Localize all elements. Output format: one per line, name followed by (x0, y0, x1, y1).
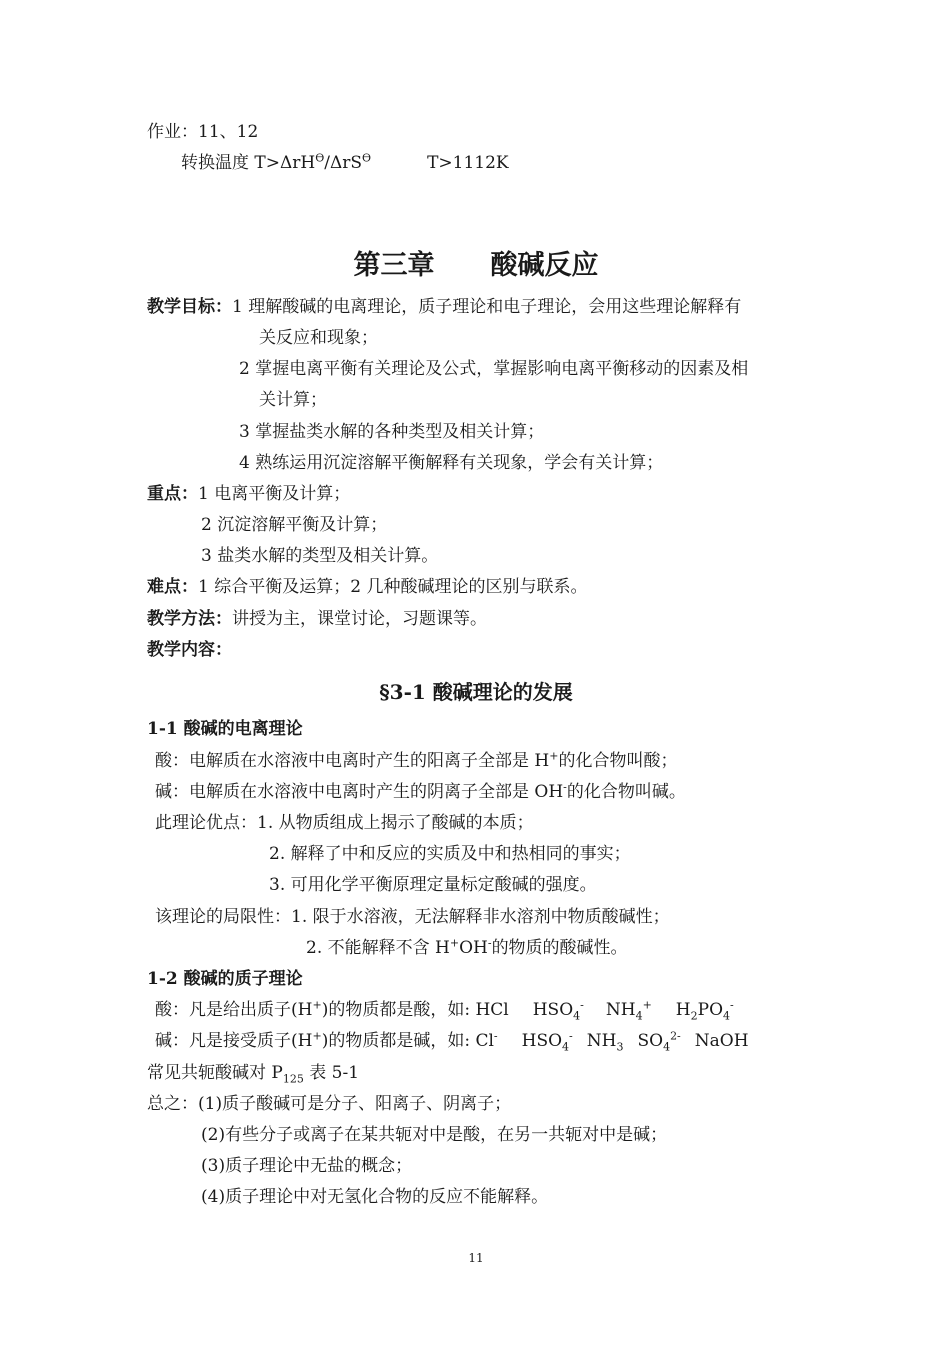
acid-example-h2po4: $H_2PO_4^-$ (675, 998, 734, 1023)
acid-example-hso4: $HSO_4^-$ (532, 998, 584, 1023)
summary-line-1: 总之：(1)质子酸碱可是分子、阳离子、阴离子； (147, 1094, 512, 1114)
advantages-line-3: 3. 可用化学平衡原理定量标定酸碱的强度。 (269, 875, 597, 895)
chapter-title: 第三章 酸碱反应 (353, 250, 599, 281)
objectives-line-1: 教学目标：1 理解酸碱的电离理论，质子理论和电子理论，会用这些理论解释有 (147, 297, 742, 317)
acid-example-nh4: $NH_4^+$ (605, 998, 652, 1023)
summary-line-4: (4)质子理论中对无氢化合物的反应不能解释。 (201, 1187, 549, 1207)
key-points-line-1: 重点：1 电离平衡及计算； (147, 484, 351, 504)
key-points-line-3: 3 盐类水解的类型及相关计算。 (201, 546, 439, 566)
conjugate-pairs-line: 常见共轭酸碱对 $P_{125}$ 表 5-1 (147, 1063, 360, 1086)
ionization-acid-line: 酸：电解质在水溶液中电离时产生的阳离子全部是 H+的化合物叫酸； (155, 749, 678, 771)
difficulties-line: 难点：1 综合平衡及运算；2 几种酸碱理论的区别与联系。 (147, 577, 588, 597)
limitations-line-1: 该理论的局限性：1. 限于水溶液，无法解释非水溶剂中物质酸碱性； (155, 907, 670, 927)
conversion-result: T>1112K (427, 153, 509, 173)
base-example-hso4: $HSO_4^-$ (521, 1029, 573, 1054)
base-example-nh3: $NH_3$ (586, 1031, 624, 1054)
base-example-so4: $SO_4^{2-}$ (637, 1029, 681, 1054)
objectives-line-5: 3 掌握盐类水解的各种类型及相关计算； (239, 422, 545, 442)
section-title: §3-1 酸碱理论的发展 (379, 680, 573, 704)
proton-acid-line: 酸：凡是给出质子(H+)的物质都是酸，如: HCl $HSO_4^-$ $NH_4^+$ $H_2PO_4^-$ (155, 998, 734, 1023)
objectives-label: 教学目标： (147, 297, 232, 317)
objectives-line-3: 2 掌握电离平衡有关理论及公式，掌握影响电离平衡移动的因素及相 (239, 359, 749, 379)
content-label: 教学内容： (147, 640, 232, 660)
key-points-line-2: 2 沉淀溶解平衡及计算； (201, 515, 388, 535)
difficulties-label: 难点： (147, 577, 198, 597)
methods-label: 教学方法： (147, 609, 232, 629)
summary-line-3: (3)质子理论中无盐的概念； (201, 1156, 413, 1176)
objectives-line-2: 关反应和现象； (259, 328, 378, 348)
methods-line: 教学方法：讲授为主，课堂讨论，习题课等。 (147, 609, 487, 629)
advantages-line-2: 2. 解释了中和反应的实质及中和热相同的事实； (269, 844, 631, 864)
page-number: 11 (468, 1251, 484, 1265)
objectives-line-6: 4 熟练运用沉淀溶解平衡解释有关现象，学会有关计算； (239, 453, 664, 473)
proton-heading: 1-2 酸碱的质子理论 (147, 969, 303, 989)
homework-line: 作业：11、12 (147, 122, 259, 142)
limitations-line-2: 2. 不能解释不含 H+OH-的物质的酸碱性。 (306, 936, 628, 958)
ionization-heading: 1-1 酸碱的电离理论 (147, 719, 303, 739)
conversion-temperature-line: 转换温度 T>ΔrH$^ϴ$/ΔrS$^ϴ$ T>1112K (181, 151, 509, 173)
advantages-line-1: 此理论优点：1. 从物质组成上揭示了酸碱的本质； (155, 813, 534, 833)
base-example-naoh: NaOH (694, 1031, 749, 1051)
ionization-base-line: 碱：电解质在水溶液中电离时产生的阴离子全部是 OH-的化合物叫碱。 (155, 780, 686, 802)
proton-base-line: 碱：凡是接受质子(H+)的物质都是碱，如: Cl- $HSO_4^-$ $NH_3$ $SO_4^{2-}$ NaOH (155, 1029, 749, 1054)
objectives-line-4: 关计算； (259, 390, 327, 410)
key-points-label: 重点： (147, 484, 198, 504)
summary-line-2: (2)有些分子或离子在某共轭对中是酸，在另一共轭对中是碱； (201, 1125, 668, 1145)
